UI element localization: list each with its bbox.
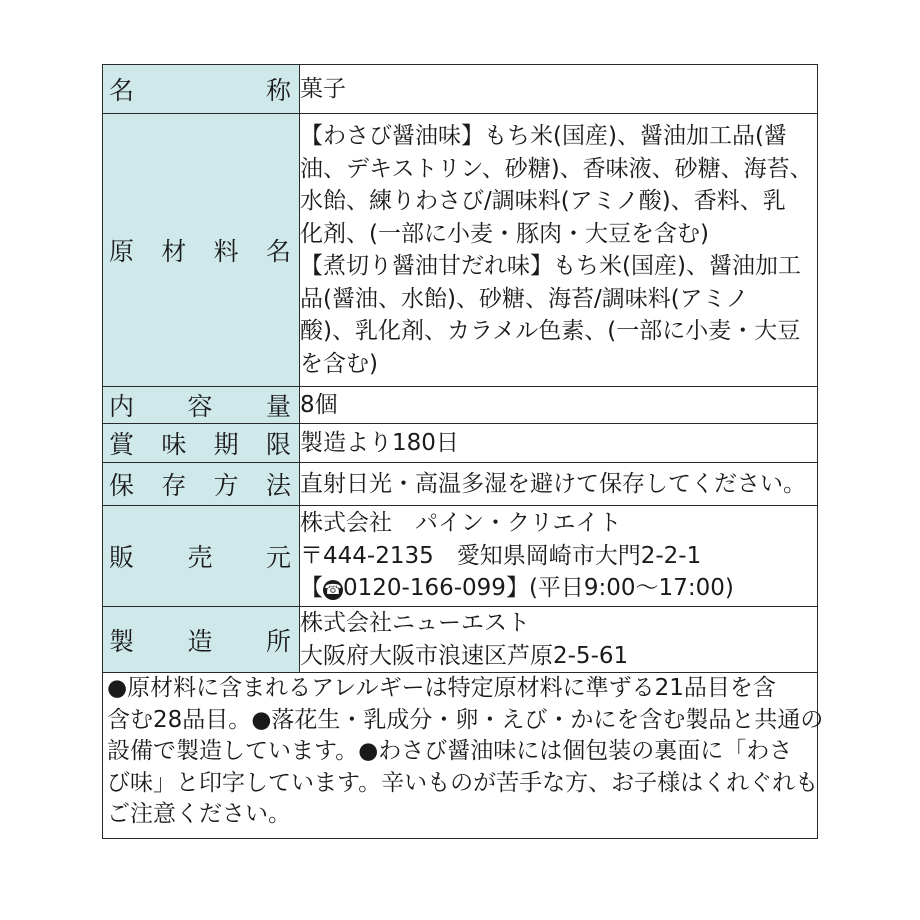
heading-expiry: 賞 味 期 限	[103, 424, 300, 463]
ingredients-line: 酸)、乳化剤、カラメル色素、(一部に小麦・大豆	[300, 318, 801, 344]
heading-seller: 販 売 元	[103, 506, 300, 607]
row-storage	[103, 463, 818, 506]
notes-line: ご注意ください。	[107, 801, 291, 827]
heading-storage: 保 存 方 法	[103, 463, 300, 506]
heading-ingredients: 原 材 料 名	[103, 114, 300, 387]
food-label	[102, 64, 824, 839]
value-quantity: 8個	[300, 387, 818, 424]
label-table	[102, 64, 818, 673]
notes-line: ●原材料に含まれるアレルギーは特定原材料に準ずる21品目を含	[107, 675, 776, 701]
notes-line: び味」と印字しています。辛いものが苦手な方、お子様はくれぐれも	[107, 769, 819, 796]
ingredients-line: 水飴、練りわさび/調味料(アミノ酸)、香料、乳	[300, 188, 786, 214]
row-manufacturer	[103, 607, 818, 673]
row-quantity	[103, 387, 818, 424]
ingredients-line: 【煮切り醤油甘だれ味】もち米(国産)、醤油加工	[300, 253, 801, 279]
seller-phone: 【☎0120-166-099】(平日9:00～17:00)	[300, 575, 734, 602]
ingredients-line: を含む)	[300, 350, 378, 377]
phone-hours: (平日9:00～17:00)	[528, 575, 734, 602]
manufacturer-company: 株式会社ニューエスト	[300, 610, 530, 636]
notes-line: 含む28品目。●落花生・乳成分・卵・えび・かにを含む製品と共通の	[107, 706, 824, 733]
heading-name: 名 称	[103, 65, 300, 114]
heading-manufacturer: 製 造 所	[103, 607, 300, 673]
value-expiry: 製造より180日	[300, 424, 818, 463]
seller-address: 〒444-2135 愛知県岡崎市大門2-2-1	[300, 542, 702, 569]
value-manufacturer	[300, 607, 818, 673]
ingredients-line: 【わさび醤油味】もち米(国産)、醤油加工品(醤	[300, 123, 787, 149]
phone-number: 0120-166-099	[343, 575, 506, 602]
row-name	[103, 65, 818, 114]
ingredients-line: 品(醤油、水飴)、砂糖、海苔/調味料(アミノ	[300, 285, 749, 312]
value-storage: 直射日光・高温多湿を避けて保存してください。	[300, 463, 818, 506]
ingredients-line: 油、デキストリン、砂糖)、香味液、砂糖、海苔、	[300, 155, 813, 182]
value-seller	[300, 506, 818, 607]
ingredients-line: 化剤、(一部に小麦・豚肉・大豆を含む)	[300, 220, 709, 247]
value-name: 菓子	[300, 65, 818, 114]
row-ingredients	[103, 114, 818, 387]
heading-quantity: 内 容 量	[103, 387, 300, 424]
manufacturer-address: 大阪府大阪市浪速区芦原2-5-61	[300, 642, 629, 669]
value-ingredients	[300, 114, 818, 387]
phone-icon: ☎	[324, 582, 342, 599]
row-seller	[103, 506, 818, 607]
notes-line: 設備で製造しています。●わさび醤油味には個包装の裏面に「わさ	[107, 738, 793, 764]
seller-company: 株式会社 パイン・クリエイト	[300, 510, 622, 537]
allergen-notes	[102, 673, 824, 839]
row-expiry	[103, 424, 818, 463]
